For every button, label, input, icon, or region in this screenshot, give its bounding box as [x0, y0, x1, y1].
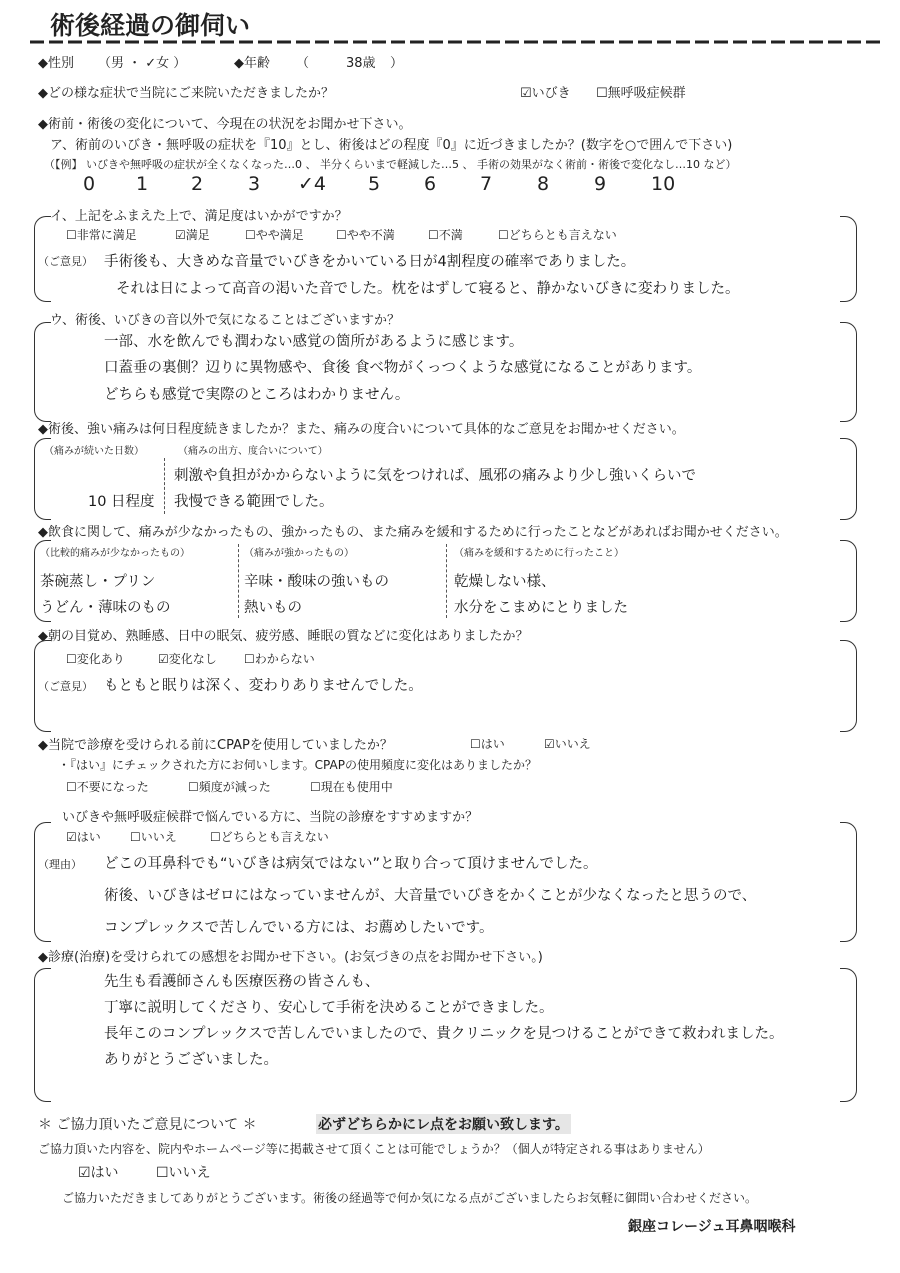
sleep-option[interactable]: ☐わからない: [244, 652, 315, 666]
recommend-answer[interactable]: コンプレックスで苦しんでいる方には、お薦めしたいです。: [104, 920, 494, 936]
satisfaction-option[interactable]: ☐やや不満: [336, 228, 395, 242]
sleep-option[interactable]: ☑変化なし: [158, 652, 217, 666]
other-answer[interactable]: 一部、水を飲んでも潤わない感覚の箇所があるように感じます。: [104, 334, 524, 350]
scale-number[interactable]: 6: [424, 173, 437, 195]
title-divider: [30, 38, 880, 46]
sleep-question: ◆朝の目覚め、熟睡感、日中の眠気、疲労感、睡眠の質などに変化はありましたか？: [38, 629, 529, 644]
other-bracket-left: [34, 322, 51, 422]
sleep-bracket-right: [840, 640, 857, 732]
food-col1-item[interactable]: うどん・薄味のもの: [40, 600, 171, 616]
consent-yes-checkbox[interactable]: ☑はい: [78, 1165, 119, 1181]
consent-no-checkbox[interactable]: ☐いいえ: [156, 1165, 211, 1181]
pain-degree-answer[interactable]: 刺激や負担がかからないように気をつければ、風邪の痛みより少し強いくらいで: [174, 468, 696, 484]
cpap-sub-option[interactable]: ☐不要になった: [66, 780, 149, 794]
sleep-answer[interactable]: もともと眠りは深く、変わりありませんでした。: [104, 678, 423, 694]
food-question: ◆飲食に関して、痛みが少なかったもの、強かったもの、また痛みを緩和するために行ったことなどがあればお聞かせください。: [38, 525, 788, 540]
pain-bracket-right: [840, 438, 857, 520]
food-col3-item[interactable]: 水分をこまめにとりました: [454, 600, 628, 616]
scale-number[interactable]: 1: [136, 173, 149, 195]
consent-question: ご協力頂いた内容を、院内やホームページ等に掲載させて頂くことは可能でしょうか？（個人が特定される事はありません）: [38, 1142, 710, 1156]
other-answer[interactable]: どちらも感覚で実際のところはわかりません。: [104, 387, 410, 403]
recommend-bracket-left: [34, 822, 51, 942]
gender-options[interactable]: （男 ・ ✓女 ）: [98, 56, 187, 71]
sleep-option[interactable]: ☐変化あり: [66, 652, 125, 666]
food-divider: [238, 544, 239, 618]
recommend-option[interactable]: ☑はい: [66, 830, 101, 844]
page-title: 術後経過の御伺い: [50, 11, 251, 40]
recommend-question: いびきや無呼吸症候群で悩んでいる方に、当院の診療をすすめますか？: [62, 810, 479, 825]
food-col2-item[interactable]: 熱いもの: [244, 600, 302, 616]
impression-answer[interactable]: ありがとうございました。: [104, 1052, 278, 1068]
snoring-checkbox[interactable]: ☑いびき: [520, 86, 571, 101]
other-bracket-right: [840, 322, 857, 422]
satisfaction-option[interactable]: ☐不満: [428, 228, 463, 242]
impression-answer[interactable]: 丁寧に説明してくださり、安心して手術を決めることができました。: [104, 1000, 554, 1016]
cpap-subquestion: ・『はい』にチェックされた方にお伺いします。CPAPの使用頻度に変化はありましたか？: [58, 758, 537, 772]
pain-question: ◆術後、強い痛みは何日程度続きましたか？また、痛みの度合いについて具体的なご意見をお聞かせください。: [38, 422, 685, 437]
recommend-answer[interactable]: どこの耳鼻科でも“いびきは病気ではない”と取り合って頂けませんでした。: [104, 856, 598, 872]
pain-divider: [164, 458, 165, 514]
scale-number[interactable]: 0: [83, 173, 96, 195]
consent-note-emphasis: 必ずどちらかにレ点をお願い致します。: [316, 1114, 571, 1134]
cpap-sub-option[interactable]: ☐頻度が減った: [188, 780, 271, 794]
scale-number[interactable]: 3: [248, 173, 261, 195]
scale-number[interactable]: 10: [651, 173, 676, 195]
pain-degree-label: （痛みの出方、度合いについて）: [178, 446, 328, 457]
satisfaction-option[interactable]: ☑満足: [175, 228, 210, 242]
change-example: （【例】 いびきや無呼吸の症状が全くなくなった…0 、 半分くらいまで軽減した…5 、 手術の効果がなく術前・術後で変化なし…10 など）: [44, 158, 737, 171]
scale-number[interactable]: 5: [368, 173, 381, 195]
age-close: ）: [390, 56, 404, 71]
sleep-opinion-label: （ご意見）: [38, 680, 93, 693]
recommend-option[interactable]: ☐いいえ: [130, 830, 177, 844]
recommend-reason-label: （理由）: [38, 858, 82, 871]
scale-number[interactable]: 7: [480, 173, 493, 195]
food-divider: [446, 544, 447, 618]
recommend-answer[interactable]: 術後、いびきはゼロにはなっていませんが、大音量でいびきをかくことが少なくなったと思うので、: [104, 888, 757, 904]
age-open: （: [296, 56, 310, 71]
symptom-question: ◆どの様な症状で当院にご来院いただきましたか？: [38, 86, 334, 101]
age-value[interactable]: 38歳: [346, 56, 376, 71]
satisfaction-answer[interactable]: 手術後も、大きめな音量でいびきをかいている日が4割程度の確率でありました。: [104, 254, 636, 270]
apnea-checkbox[interactable]: ☐無呼吸症候群: [596, 86, 686, 101]
impression-bracket-left: [34, 968, 51, 1102]
pain-days-value[interactable]: 10 日程度: [88, 494, 155, 510]
satisfaction-option[interactable]: ☐どちらとも言えない: [498, 228, 617, 242]
satisfaction-answer[interactable]: それは日によって高音の渇いた音でした。枕をはずして寝ると、静かないびきに変わりました。: [116, 281, 740, 297]
satisfaction-bracket-right: [840, 216, 857, 302]
gender-label: ◆性別: [38, 56, 74, 71]
food-col2-label: （痛みが強かったもの）: [244, 548, 354, 559]
recommend-option[interactable]: ☐どちらとも言えない: [210, 830, 329, 844]
impression-bracket-right: [840, 968, 857, 1102]
scale-number[interactable]: 8: [537, 173, 550, 195]
pain-days-label: （痛みが続いた日数）: [44, 446, 144, 457]
age-label: ◆年齢: [234, 56, 270, 71]
satisfaction-question: イ、上記をふまえた上で、満足度はいかがですか？: [50, 209, 348, 224]
other-answer[interactable]: 口蓋垂の裏側？辺りに異物感や、食後 食べ物がくっつくような感覚になることがあります。: [104, 360, 702, 376]
food-col3-label: （痛みを緩和するために行ったこと）: [454, 548, 624, 559]
food-col1-item[interactable]: 茶碗蒸し・プリン: [40, 574, 156, 590]
satisfaction-option[interactable]: ☐やや満足: [245, 228, 304, 242]
food-bracket-right: [840, 540, 857, 622]
impression-answer[interactable]: 先生も看護師さんも医療医務の皆さんも、: [104, 974, 380, 990]
cpap-sub-option[interactable]: ☐現在も使用中: [310, 780, 393, 794]
cpap-no-checkbox[interactable]: ☑いいえ: [544, 737, 591, 751]
thanks-message: ご協力いただきましてありがとうございます。術後の経過等で何か気になる点がございましたらお気軽に御問い合わせください。: [62, 1191, 758, 1205]
change-subquestion: ア、術前のいびき・無呼吸の症状を『10』とし、術後はどの程度『0』に近づきましたか？(数字を○で囲んで下さい): [50, 138, 733, 153]
impression-answer[interactable]: 長年このコンプレックスで苦しんでいましたので、貴クリニックを見つけることができて救われました。: [104, 1026, 784, 1042]
satisfaction-option[interactable]: ☐非常に満足: [66, 228, 137, 242]
satisfaction-opinion-label: （ご意見）: [38, 255, 93, 268]
change-question: ◆術前・術後の変化について、今現在の状況をお聞かせ下さい。: [38, 117, 412, 132]
other-question: ウ、術後、いびきの音以外で気になることはございますか？: [50, 313, 400, 328]
scale-number[interactable]: ✓4: [298, 173, 327, 195]
consent-note: ＊ ご協力頂いたご意見について ＊: [38, 1117, 257, 1133]
food-col2-item[interactable]: 辛味・酸味の強いもの: [244, 574, 389, 590]
pain-degree-answer[interactable]: 我慢できる範囲でした。: [174, 494, 334, 510]
recommend-bracket-right: [840, 822, 857, 942]
food-col3-item[interactable]: 乾燥しない様、: [454, 574, 556, 590]
impression-question: ◆診療(治療)を受けられての感想をお聞かせ下さい。(お気づきの点をお聞かせ下さい。): [38, 950, 543, 965]
food-col1-label: （比較的痛みが少なかったもの）: [40, 548, 190, 559]
scale-number[interactable]: 2: [191, 173, 204, 195]
clinic-name: 銀座コレージュ耳鼻咽喉科: [628, 1219, 796, 1235]
cpap-yes-checkbox[interactable]: ☐はい: [470, 737, 505, 751]
scale-number[interactable]: 9: [594, 173, 607, 195]
cpap-question: ◆当院で診療を受けられる前にCPAPを使用していましたか？: [38, 738, 393, 753]
